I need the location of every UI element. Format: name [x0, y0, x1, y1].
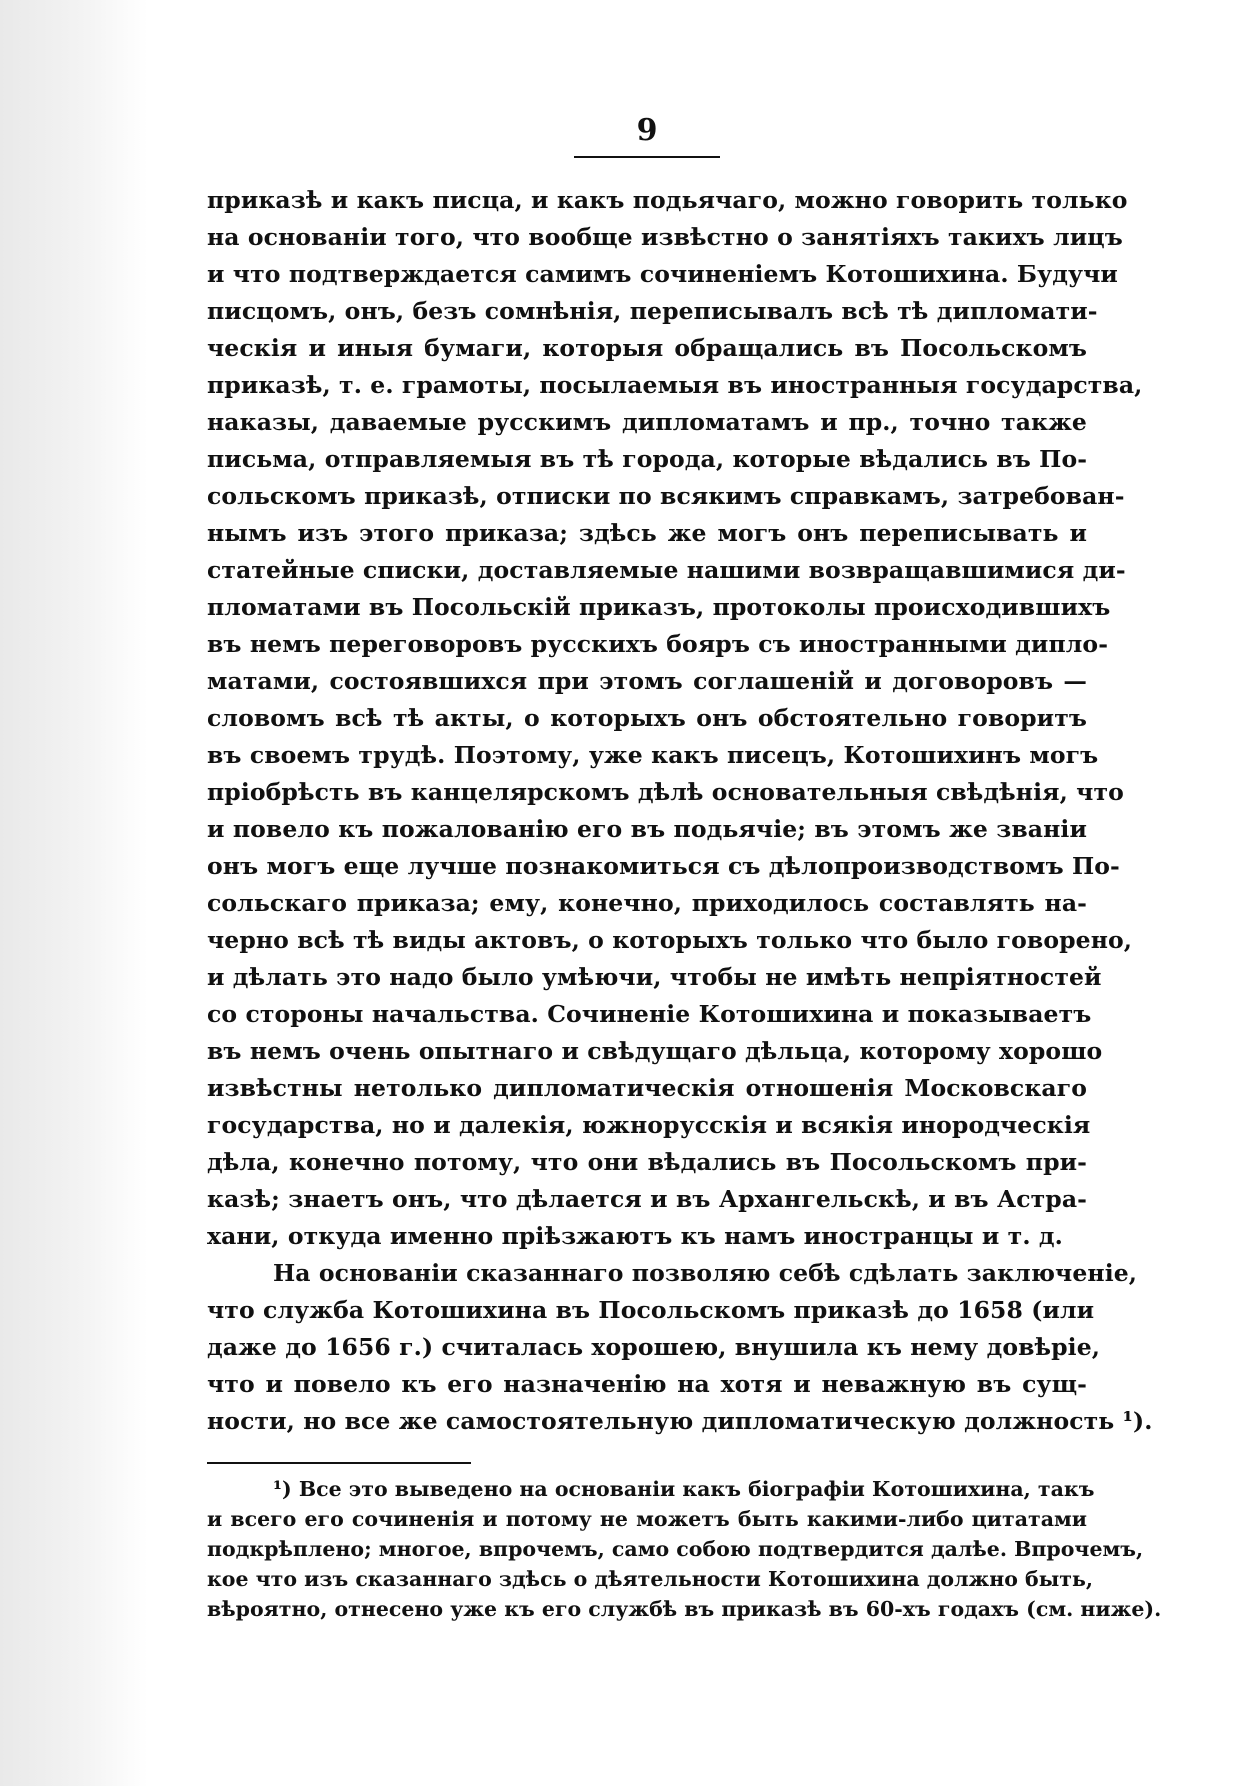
body-line: казѣ; знаетъ онъ, что дѣлается и въ Архангельскѣ, и въ Астра- — [207, 1185, 1087, 1213]
body-line: нымъ изъ этого приказа; здѣсь же могъ онъ переписывать и — [207, 519, 1087, 547]
book-page — [207, 112, 1162, 1624]
footnote-rule — [207, 1462, 471, 1464]
body-line: онъ могъ еще лучше познакомиться съ дѣлопроизводствомъ По- — [207, 852, 1120, 880]
footnote-line: ¹) Все это выведено на основаніи какъ біографіи Котошихина, такъ — [273, 1477, 1095, 1501]
body-line: приказѣ и какъ писца, и какъ подьячаго, можно говорить только — [207, 186, 1128, 214]
page-number-rule — [574, 156, 720, 158]
body-text — [207, 182, 1153, 1440]
page-number: 9 — [636, 113, 658, 148]
body-line: матами, состоявшихся при этомъ соглашеній и договоровъ — — [207, 667, 1087, 695]
body-line: извѣстны нетолько дипломатическія отношенія Московскаго — [207, 1074, 1087, 1102]
body-line: ности, но все же самостоятельную дипломатическую должность ¹). — [207, 1407, 1153, 1435]
body-line: со стороны начальства. Сочиненіе Котошихина и показываетъ — [207, 1000, 1092, 1028]
body-line: пломатами въ Посольскій приказъ, протоколы происходившихъ — [207, 593, 1111, 621]
body-line: въ своемъ трудѣ. Поэтому, уже какъ писецъ, Котошихинъ могъ — [207, 741, 1099, 769]
body-line: и дѣлать это надо было умѣючи, чтобы не имѣть непріятностей — [207, 963, 1102, 991]
body-line: въ немъ переговоровъ русскихъ бояръ съ иностранными дипло- — [207, 630, 1109, 658]
body-line: въ немъ очень опытнаго и свѣдущаго дѣльца, которому хорошо — [207, 1037, 1103, 1065]
body-line: что служба Котошихина въ Посольскомъ приказѣ до 1658 (или — [207, 1296, 1095, 1324]
body-line: писцомъ, онъ, безъ сомнѣнія, переписывалъ всѣ тѣ дипломати- — [207, 297, 1098, 325]
body-line: и что подтверждается самимъ сочиненіемъ Котошихина. Будучи — [207, 260, 1118, 288]
footnote-line: подкрѣплено; многое, впрочемъ, само собою подтвердится далѣе. Впрочемъ, — [207, 1537, 1144, 1561]
body-line: черно всѣ тѣ виды актовъ, о которыхъ только что было говорено, — [207, 926, 1133, 954]
body-line: сольскаго приказа; ему, конечно, приходилось составлять на- — [207, 889, 1087, 917]
body-line: что и повело къ его назначенію на хотя и неважную въ сущ- — [207, 1370, 1087, 1398]
footnote-line: и всего его сочиненія и потому не можетъ быть какими-либо цитатами — [207, 1507, 1087, 1531]
footnote — [207, 1474, 1162, 1624]
body-line: письма, отправляемыя въ тѣ города, которые вѣдались въ По- — [207, 445, 1088, 473]
body-line: статейные списки, доставляемые нашими возвращавшимися ди- — [207, 556, 1126, 584]
body-line: наказы, даваемые русскимъ дипломатамъ и пр., точно также — [207, 408, 1087, 436]
body-line: пріобрѣсть въ канцелярскомъ дѣлѣ основательныя свѣдѣнія, что — [207, 778, 1124, 806]
footnote-line: вѣроятно, отнесено уже къ его службѣ въ приказѣ въ 60-хъ годахъ (см. ниже). — [207, 1597, 1162, 1621]
body-line: на основаніи того, что вообще извѣстно о занятіяхъ такихъ лицъ — [207, 223, 1123, 251]
body-line: дѣла, конечно потому, что они вѣдались въ Посольскомъ при- — [207, 1148, 1087, 1176]
body-line: государства, но и далекія, южнорусскія и всякія инородческія — [207, 1111, 1091, 1139]
paragraph-start-line: На основаніи сказаннаго позволяю себѣ сдѣлать заключеніе, — [273, 1259, 1138, 1287]
body-line: сольскомъ приказѣ, отписки по всякимъ справкамъ, затребован- — [207, 482, 1125, 510]
footnote-line: кое что изъ сказаннаго здѣсь о дѣятельности Котошихина должно быть, — [207, 1567, 1094, 1591]
body-line: приказѣ, т. е. грамоты, посылаемыя въ иностранныя государства, — [207, 371, 1143, 399]
scan-margin-shade — [0, 0, 148, 1786]
body-line: даже до 1656 г.) считалась хорошею, внушила къ нему довѣріе, — [207, 1333, 1101, 1361]
body-line: и повело къ пожалованію его въ подьячіе; въ этомъ же званіи — [207, 815, 1087, 843]
body-line: ческія и иныя бумаги, которыя обращались въ Посольскомъ — [207, 334, 1087, 362]
body-line: словомъ всѣ тѣ акты, о которыхъ онъ обстоятельно говоритъ — [207, 704, 1087, 732]
body-line: хани, откуда именно пріѣзжаютъ къ намъ иностранцы и т. д. — [207, 1222, 1063, 1250]
